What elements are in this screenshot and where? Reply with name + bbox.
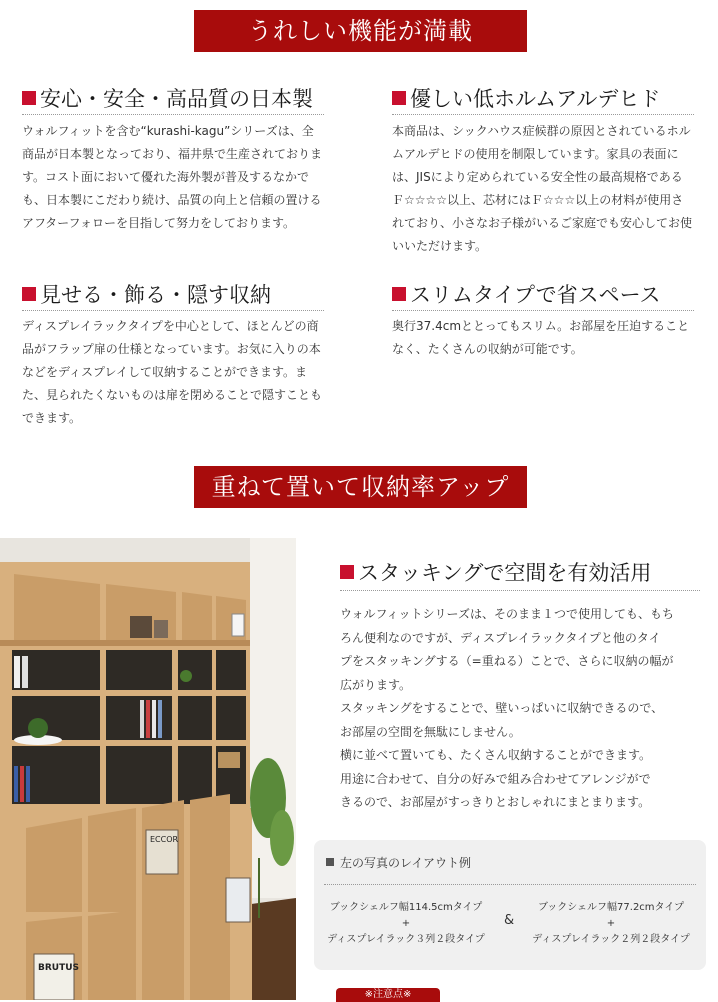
stacked-bookshelf-photo <box>0 538 296 1000</box>
stacking-line: ウォルフィットシリーズは、そのまま１つで使用しても、もち <box>340 607 674 621</box>
feature-body-made-in-japan: ウォルフィットを含む“kurashi-kagu”シリーズは、全商品が日本製となっており、福井県で生産されております。コスト面において優れた海外製が普及するなかでも、日本製にこだわり続け、品質の向上と信頼の置けるアフターフォローを目指して努力をしております。 <box>22 124 323 230</box>
feature-divider <box>392 310 694 311</box>
feature-body-display-storage: ディスプレイラックタイプを中心として、ほとんどの商品がフラップ扉の仕様となっています。お気に入りの本などをディスプレイして収納することができます。また、見られたくないものは扉を閉めることで隠すこともできます。 <box>22 319 323 425</box>
feature-body-low-formaldehyde: 本商品は、シックハウス症候群の原因とされているホルムアルデヒドの使用を制限しています。家具の表面には、JISにより定められている安全性の最高規格であるＦ☆☆☆☆以上、芯材にはＦ☆☆☆以上の材料が使用されており、小さなお子様がいるご家庭でも安心してお使いいただけます。 <box>392 124 693 253</box>
feature-divider <box>392 114 694 115</box>
right-combo-line1: ブックシェルフ幅77.2cmタイプ <box>537 902 685 913</box>
features-banner: うれしい機能が満載 <box>194 10 527 52</box>
stacking-line: お部屋の空間を無駄にしません。 <box>340 724 521 739</box>
layout-example-heading-text: 左の写真のレイアウト例 <box>340 856 472 870</box>
left-combo-line1: ブックシェルフ幅114.5cmタイプ <box>329 902 483 913</box>
right-combo-line2: ディスプレイラック２列２段タイプ <box>532 934 690 945</box>
notes-tab: ※注意点※ <box>336 988 440 1002</box>
stacking-line: スタッキングをすることで、壁いっぱいに収納できるので、 <box>340 701 664 715</box>
feature-title-slim-type <box>392 282 661 308</box>
stacking-body <box>340 603 708 815</box>
right-combo-plus: + <box>606 918 616 929</box>
stacking-banner: 重ねて置いて収納率アップ <box>194 466 527 508</box>
stacking-line: 広がります。 <box>340 677 412 692</box>
stacking-line: きるので、お部屋がすっきりとおしゃれにまとまります。 <box>340 795 651 809</box>
layout-example-heading <box>326 854 471 871</box>
left-combo-line2: ディスプレイラック３列２段タイプ <box>327 934 485 945</box>
red-square-bullet <box>392 91 406 105</box>
stacking-line: プをスタッキングする（=重ねる）ことで、さらに収納の幅が <box>340 654 674 668</box>
feature-title-made-in-japan <box>22 86 313 112</box>
red-square-bullet <box>392 287 406 301</box>
magazine-cover-text: BRUTUS <box>38 963 80 973</box>
bookshelf-illustration <box>0 538 296 1000</box>
left-combo-plus: + <box>401 918 411 929</box>
feature-title-low-formaldehyde <box>392 86 660 112</box>
feature-title-text: スリムタイプで省スペース <box>410 283 661 307</box>
feature-divider <box>22 310 324 311</box>
feature-title-text: 優しい低ホルムアルデヒド <box>410 87 661 111</box>
feature-title-text: 安心・安全・高品質の日本製 <box>40 87 313 111</box>
stacking-line: 用途に合わせて、自分の好みで組み合わせてアレンジがで <box>340 771 651 786</box>
feature-title-text: 見せる・飾る・隠す収納 <box>40 283 271 307</box>
stacking-line: 横に並べて置いても、たくさん収納することができます。 <box>340 748 652 762</box>
feature-title-display-storage <box>22 282 271 308</box>
layout-top-rule <box>324 884 696 885</box>
magazine-cover-text: ECCOR <box>150 835 179 844</box>
stacking-title-text: スタッキングで空間を有効活用 <box>358 561 652 585</box>
layout-ampersand: & <box>504 913 515 928</box>
layout-example-box <box>314 840 706 970</box>
feature-body-slim-type: 奥行37.4cmととってもスリム。お部屋を圧迫することなく、たくさんの収納が可能です。 <box>392 319 690 356</box>
feature-divider <box>22 114 324 115</box>
layout-left-combo <box>318 898 494 950</box>
red-square-bullet <box>22 91 36 105</box>
stacking-line: ろん便利なのですが、ディスプレイラックタイプと他のタイ <box>340 630 661 645</box>
gray-square-bullet <box>326 858 334 866</box>
layout-right-combo <box>520 898 702 950</box>
stacking-divider <box>340 590 700 591</box>
red-square-bullet <box>22 287 36 301</box>
red-square-bullet <box>340 565 354 579</box>
stacking-title <box>340 560 651 586</box>
